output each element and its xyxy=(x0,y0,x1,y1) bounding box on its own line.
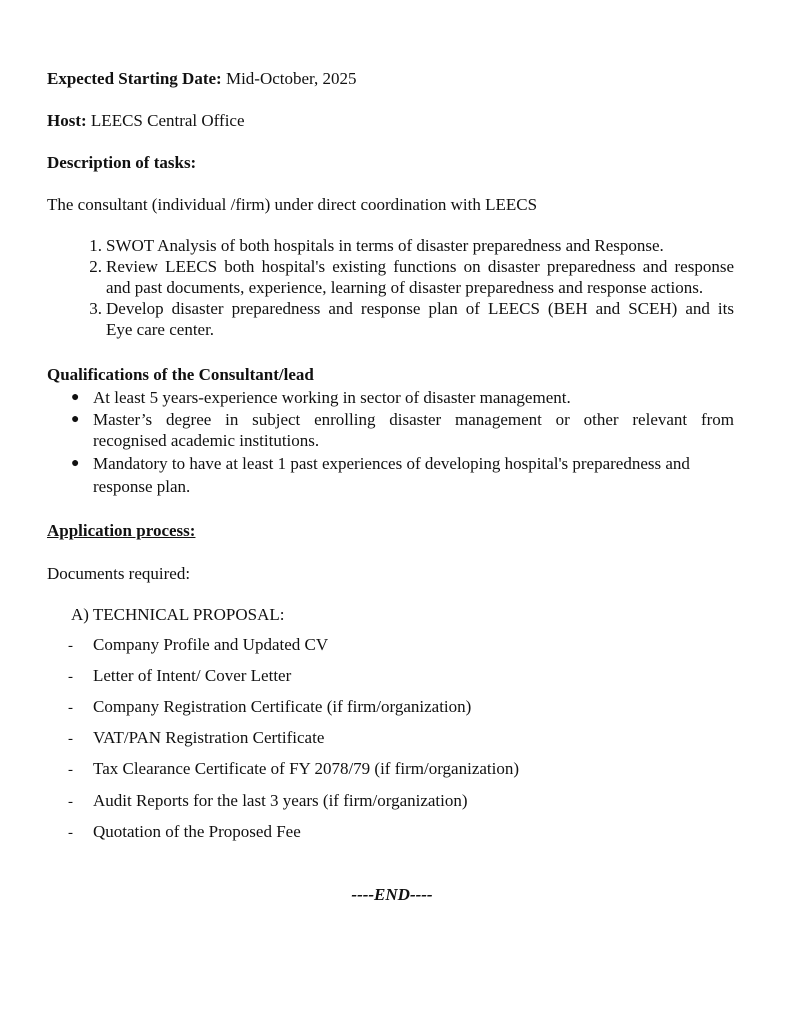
task-text: Develop disaster preparedness and response plan of LEECS (BEH and SCEH) and its xyxy=(106,299,734,318)
dash-marker: - xyxy=(68,762,73,778)
task-text: SWOT Analysis of both hospitals in terms of disaster preparedness and Response. xyxy=(106,236,664,255)
dash-marker: - xyxy=(68,669,73,685)
document-text: Company Profile and Updated CV xyxy=(93,635,329,654)
task-number: 1. xyxy=(89,236,102,255)
document-text: Company Registration Certificate (if firm/organization) xyxy=(93,697,472,716)
qualification-text: At least 5 years-experience working in sector of disaster management. xyxy=(93,388,571,407)
dash-marker: - xyxy=(68,825,73,841)
dash-marker: - xyxy=(68,638,73,654)
document-text: Letter of Intent/ Cover Letter xyxy=(93,666,292,685)
dash-marker: - xyxy=(68,794,73,810)
document-text: Audit Reports for the last 3 years (if firm/organization) xyxy=(93,791,468,810)
start-date-value: Mid-October, 2025 xyxy=(225,69,357,88)
documents-required-label: Documents required: xyxy=(47,564,191,583)
document-text: Quotation of the Proposed Fee xyxy=(93,822,301,841)
task-text-continued: Eye care center. xyxy=(106,320,215,339)
qualification-text: Mandatory to have at least 1 past experiences of developing hospital's preparedness and xyxy=(93,454,690,473)
dash-marker: - xyxy=(68,700,73,716)
host-value: LEECS Central Office xyxy=(90,111,245,130)
expected-start-date xyxy=(47,68,357,89)
bullet-icon: ● xyxy=(71,412,80,427)
tasks-heading: Description of tasks: xyxy=(47,153,197,172)
tasks-intro: The consultant (individual /firm) under direct coordination with LEECS xyxy=(47,195,538,214)
dash-marker: - xyxy=(68,731,73,747)
qualification-text: Master’s degree in subject enrolling disaster management or other relevant from xyxy=(93,410,734,429)
technical-proposal-heading: A) TECHNICAL PROPOSAL: xyxy=(71,605,285,624)
host-line xyxy=(47,110,245,131)
qualification-text-continued: recognised academic institutions. xyxy=(93,431,320,450)
document-text: Tax Clearance Certificate of FY 2078/79 (if firm/organization) xyxy=(93,759,520,778)
end-marker: ----END---- xyxy=(351,885,433,904)
host-label: Host: xyxy=(47,111,87,130)
document-text: VAT/PAN Registration Certificate xyxy=(93,728,325,747)
task-number: 3. xyxy=(89,299,102,318)
bullet-icon: ● xyxy=(71,456,80,471)
qualifications-heading: Qualifications of the Consultant/lead xyxy=(47,365,314,384)
task-number: 2. xyxy=(89,257,102,276)
task-text: Review LEECS both hospital's existing functions on disaster preparedness and response xyxy=(106,257,734,276)
task-text-continued: and past documents, experience, learning of disaster preparedness and response actions. xyxy=(106,278,704,297)
application-heading: Application process: xyxy=(47,521,196,540)
bullet-icon: ● xyxy=(71,390,80,405)
qualification-text-continued: response plan. xyxy=(93,477,191,496)
start-date-label: Expected Starting Date: xyxy=(47,69,222,88)
